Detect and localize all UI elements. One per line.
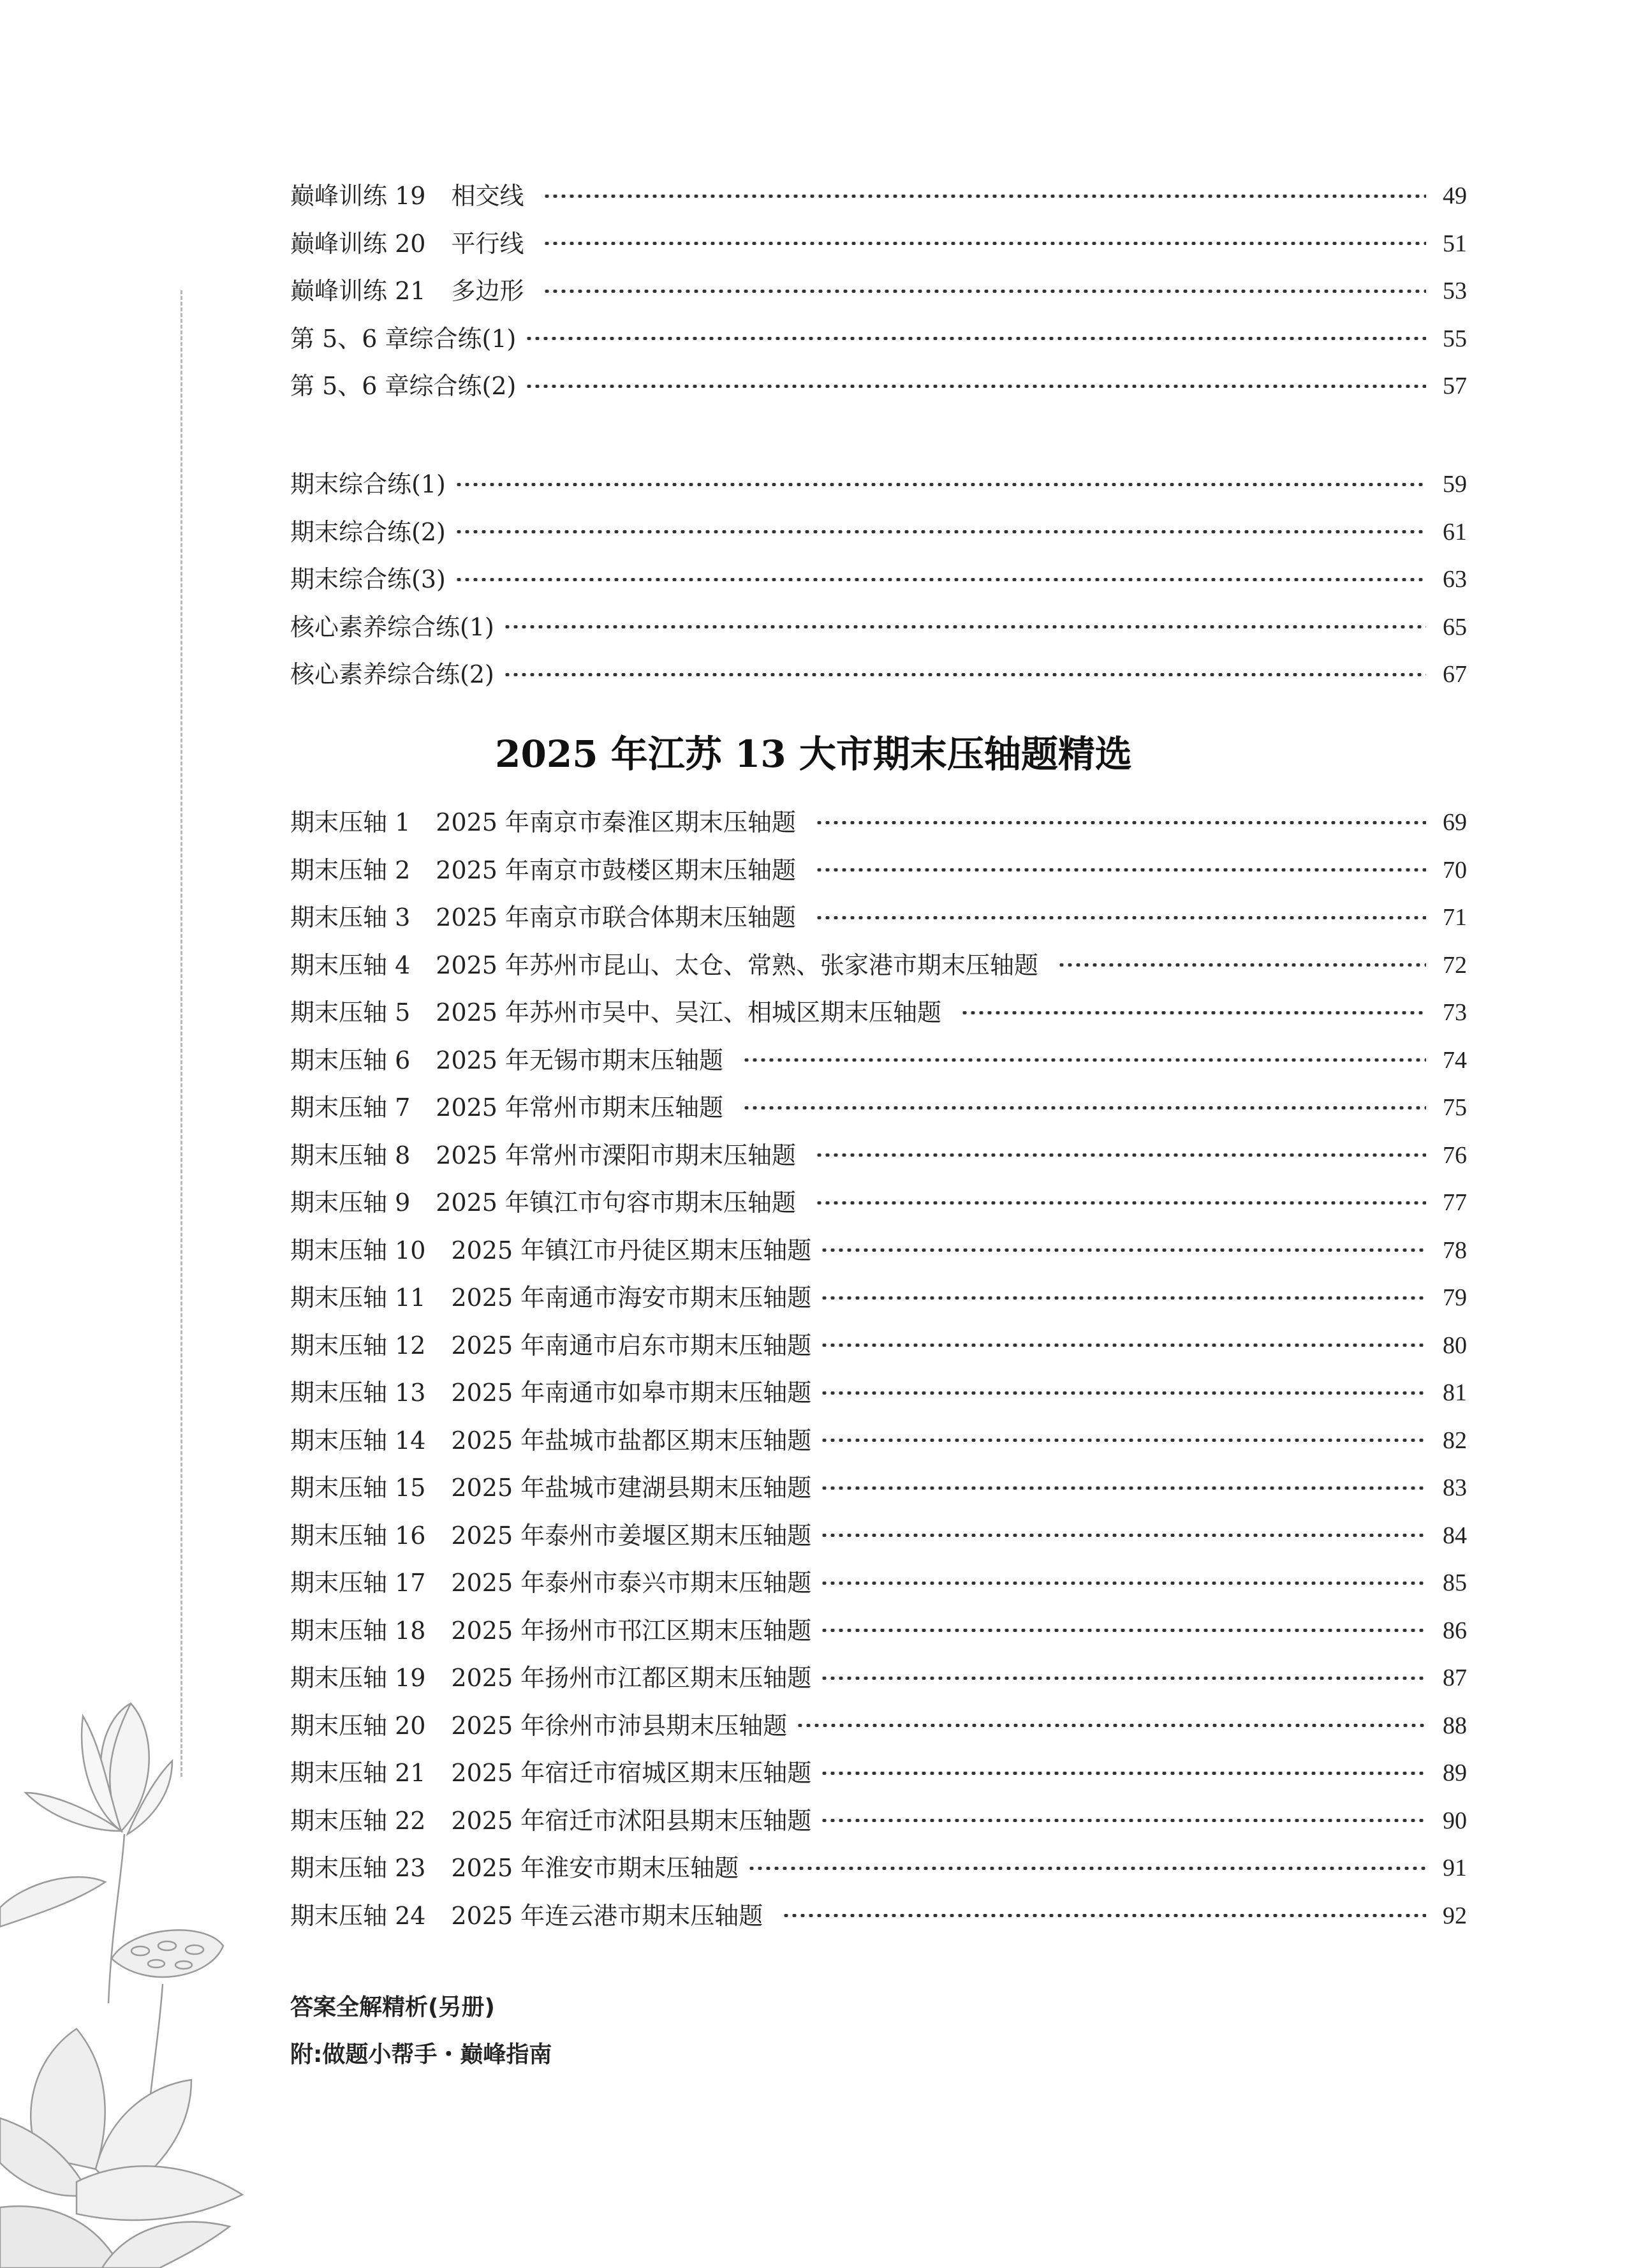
- toc-row[interactable]: 期末综合练(3) 63: [290, 565, 1467, 594]
- dot-leader: [543, 195, 1426, 198]
- dot-leader: [815, 1153, 1426, 1157]
- toc-row[interactable]: 期末压轴 1 2025 年南京市秦淮区期末压轴题 69: [290, 808, 1467, 837]
- toc-row[interactable]: 核心素养综合练(2) 67: [290, 660, 1467, 689]
- toc-row[interactable]: 期末压轴 5 2025 年苏州市吴中、吴江、相城区期末压轴题 73: [290, 998, 1467, 1027]
- section-title: 2025 年江苏 13 大市期末压轴题精选: [495, 732, 1132, 776]
- dot-leader: [820, 1629, 1426, 1632]
- dot-leader: [455, 530, 1426, 533]
- toc-row[interactable]: 期末压轴 18 2025 年扬州市邗江区期末压轴题 86: [290, 1616, 1467, 1645]
- dot-leader: [543, 290, 1426, 293]
- dot-leader: [747, 1867, 1426, 1870]
- dot-leader: [961, 1011, 1426, 1014]
- toc-row[interactable]: 期末压轴 11 2025 年南通市海安市期末压轴题 79: [290, 1284, 1467, 1312]
- toc-row[interactable]: 巅峰训练 19 相交线 49: [290, 182, 1467, 211]
- toc-row[interactable]: 期末压轴 16 2025 年泰州市姜堰区期末压轴题 84: [290, 1521, 1467, 1550]
- dot-leader: [1057, 963, 1426, 967]
- toc-row[interactable]: 期末压轴 3 2025 年南京市联合体期末压轴题 71: [290, 903, 1467, 932]
- toc-row[interactable]: 期末压轴 20 2025 年徐州市沛县期末压轴题 88: [290, 1711, 1467, 1740]
- toc-row[interactable]: 期末压轴 17 2025 年泰州市泰兴市期末压轴题 85: [290, 1569, 1467, 1597]
- toc-row[interactable]: 期末综合练(2) 61: [290, 517, 1467, 546]
- dot-leader: [820, 1582, 1426, 1585]
- dot-leader: [815, 1201, 1426, 1204]
- appendix-note: 附:做题小帮手・巅峰指南: [290, 2042, 552, 2068]
- toc-row[interactable]: 期末压轴 13 2025 年南通市如皋市期末压轴题 81: [290, 1379, 1467, 1407]
- toc-row[interactable]: 巅峰训练 21 多边形 53: [290, 277, 1467, 306]
- dot-leader: [820, 1772, 1426, 1775]
- dot-leader: [525, 385, 1426, 388]
- toc-row[interactable]: 期末压轴 7 2025 年常州市期末压轴题 75: [290, 1093, 1467, 1122]
- dot-leader: [820, 1296, 1426, 1300]
- dot-leader: [820, 1486, 1426, 1490]
- toc-row[interactable]: 期末压轴 2 2025 年南京市鼓楼区期末压轴题 70: [290, 856, 1467, 884]
- toc-row[interactable]: 期末压轴 22 2025 年宿迁市沭阳县期末压轴题 90: [290, 1806, 1467, 1835]
- dot-leader: [815, 821, 1426, 824]
- dot-leader: [815, 868, 1426, 871]
- dot-leader: [820, 1249, 1426, 1252]
- dot-leader: [796, 1724, 1426, 1727]
- toc-row[interactable]: 期末压轴 9 2025 年镇江市句容市期末压轴题 77: [290, 1189, 1467, 1217]
- toc-row[interactable]: 第 5、6 章综合练(2) 57: [290, 372, 1467, 401]
- toc-row[interactable]: 期末压轴 12 2025 年南通市启东市期末压轴题 80: [290, 1331, 1467, 1360]
- dot-leader: [782, 1914, 1426, 1917]
- dot-leader: [543, 242, 1426, 245]
- dot-leader: [742, 1106, 1426, 1109]
- toc-row[interactable]: 期末压轴 23 2025 年淮安市期末压轴题 91: [290, 1854, 1467, 1883]
- toc-row[interactable]: 期末压轴 15 2025 年盐城市建湖县期末压轴题 83: [290, 1474, 1467, 1502]
- dot-leader: [820, 1677, 1426, 1680]
- dot-leader: [525, 337, 1426, 340]
- toc-row[interactable]: 期末压轴 4 2025 年苏州市昆山、太仓、常熟、张家港市期末压轴题 72: [290, 951, 1467, 979]
- toc-row[interactable]: 期末综合练(1) 59: [290, 470, 1467, 499]
- dot-leader: [742, 1058, 1426, 1062]
- margin-dashed-line: [180, 290, 182, 1777]
- toc-exam-questions: [290, 799, 1467, 1939]
- toc-row[interactable]: 巅峰训练 20 平行线 51: [290, 229, 1467, 258]
- toc-row[interactable]: 期末压轴 19 2025 年扬州市江都区期末压轴题 87: [290, 1664, 1467, 1693]
- lotus-illustration-icon: [0, 1671, 268, 2268]
- toc-row[interactable]: 期末压轴 24 2025 年连云港市期末压轴题 92: [290, 1901, 1467, 1930]
- dot-leader: [820, 1534, 1426, 1537]
- toc-chapters: [290, 172, 1467, 410]
- toc-row[interactable]: 期末压轴 10 2025 年镇江市丹徒区期末压轴题 78: [290, 1236, 1467, 1264]
- toc-row[interactable]: 期末压轴 14 2025 年盐城市盐都区期末压轴题 82: [290, 1426, 1467, 1455]
- dot-leader: [455, 483, 1426, 486]
- toc-row[interactable]: 期末压轴 6 2025 年无锡市期末压轴题 74: [290, 1046, 1467, 1074]
- toc-final-review: [290, 461, 1467, 699]
- dot-leader: [455, 578, 1426, 581]
- dot-leader: [820, 1819, 1426, 1822]
- dot-leader: [820, 1439, 1426, 1442]
- toc-row[interactable]: 核心素养综合练(1) 65: [290, 612, 1467, 641]
- toc-row[interactable]: 期末压轴 8 2025 年常州市溧阳市期末压轴题 76: [290, 1141, 1467, 1169]
- toc-row[interactable]: 第 5、6 章综合练(1) 55: [290, 324, 1467, 353]
- dot-leader: [503, 673, 1426, 676]
- toc-row[interactable]: 期末压轴 21 2025 年宿迁市宿城区期末压轴题 89: [290, 1759, 1467, 1788]
- answers-note: 答案全解精析(另册): [290, 1994, 495, 2020]
- dot-leader: [503, 625, 1426, 628]
- dot-leader: [815, 916, 1426, 919]
- dot-leader: [820, 1344, 1426, 1347]
- dot-leader: [820, 1391, 1426, 1395]
